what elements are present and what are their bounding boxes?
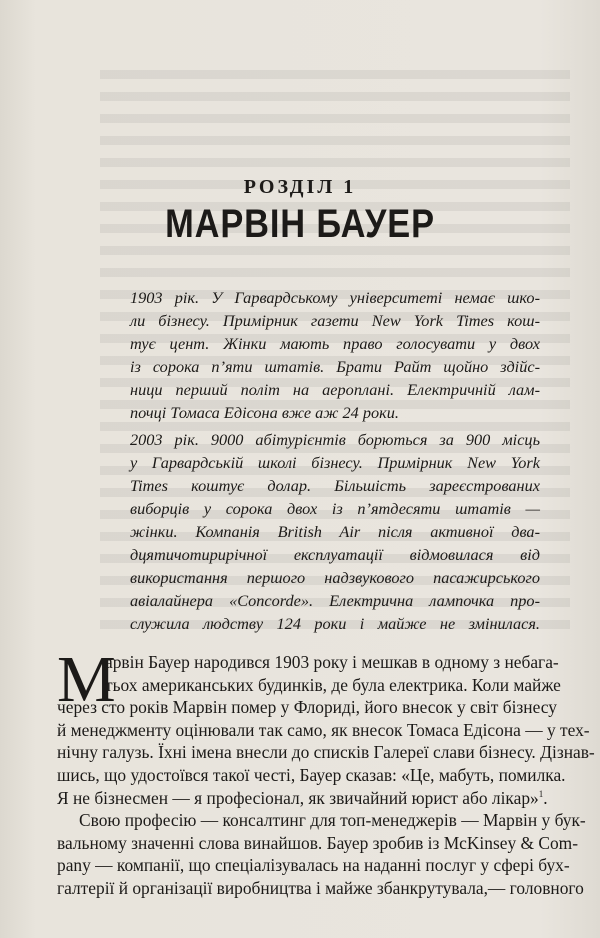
drop-cap: М <box>57 643 116 716</box>
epigraph-line: Times коштує долар. Більшість зареєстрованих <box>130 476 540 495</box>
epigraph-line: у Гарвардській школі бізнесу. Примірник New York <box>130 453 540 472</box>
chapter-label: РОЗДІЛ 1 <box>243 176 357 198</box>
epigraph-line: почці Томаса Едісона вже аж 24 роки. <box>130 403 399 422</box>
body-line: тьох американських будинків, де була електрика. Коли майже <box>105 674 561 695</box>
body-line: через сто років Марвін помер у Флориді, його внесок у світ бізнесу <box>57 697 557 718</box>
body-line-end: . <box>543 787 548 808</box>
epigraph-line: жінки. Компанія British Air після активної два- <box>130 522 540 541</box>
body-line: й менеджменту оцінювали так само, як внесок Томаса Едісона — у тех- <box>57 719 590 740</box>
epigraph-line: виборців у сорока двох із п’ятдесяти штатів — <box>130 499 540 518</box>
body-line: Свою професію — консалтинг для топ-менеджерів — Марвін у бук- <box>79 810 586 831</box>
chapter-title: МАРВІН БАУЕР <box>165 202 435 246</box>
body-line: вальному значенні слова винайшов. Бауер зробив із McKinsey & Com- <box>57 832 578 853</box>
epigraph-line: 1903 рік. У Гарвардському університеті немає шко- <box>130 288 540 307</box>
body-line <box>57 787 548 810</box>
body-line: галтерії й організації виробництва і майже збанкрутувала,— головного <box>57 877 584 898</box>
body-line: pany — компанії, що спеціалізувалась на наданні послуг у сфері бух- <box>57 855 570 876</box>
epigraph-line: служила людству 124 роки і майже не змінилася. <box>130 614 540 633</box>
body-text <box>57 643 595 900</box>
body-line: нічну галузь. Їхні імена внесли до списків Галереї слави бізнесу. Дізнав- <box>57 742 595 763</box>
epigraph-line: ли бізнесу. Примірник газети New York Times кош- <box>130 311 540 330</box>
epigraph-line: використання першого надзвукового пасажирського <box>130 568 540 587</box>
body-line: шись, що удостоївся такої честі, Бауер сказав: «Це, мабуть, помилка. <box>57 764 566 785</box>
epigraph-line: ници перший політ на аероплані. Електричній лам- <box>130 380 540 399</box>
body-line: арвін Бауер народився 1903 року і мешкав в одному з небага- <box>105 652 559 672</box>
epigraph-1903 <box>130 286 540 424</box>
body-line-text: Я не бізнесмен — я професіонал, як звичайний юрист або лікар» <box>57 787 539 808</box>
epigraph-line: тує цент. Жінки мають право голосувати у двох <box>130 334 540 353</box>
epigraph-line: із сорока п’яти штатів. Брати Райт щойно здійс- <box>130 357 540 376</box>
epigraph-2003 <box>130 428 540 635</box>
epigraph-line: авіалайнера «Concorde». Електрична лампочка про- <box>130 591 540 610</box>
epigraph-line: 2003 рік. 9000 абітурієнтів борються за 900 місць <box>130 430 540 449</box>
epigraph-line: дцятичотирирічної експлуатації відмовилася від <box>130 545 540 564</box>
footnote-marker[interactable]: 1 <box>538 788 544 799</box>
